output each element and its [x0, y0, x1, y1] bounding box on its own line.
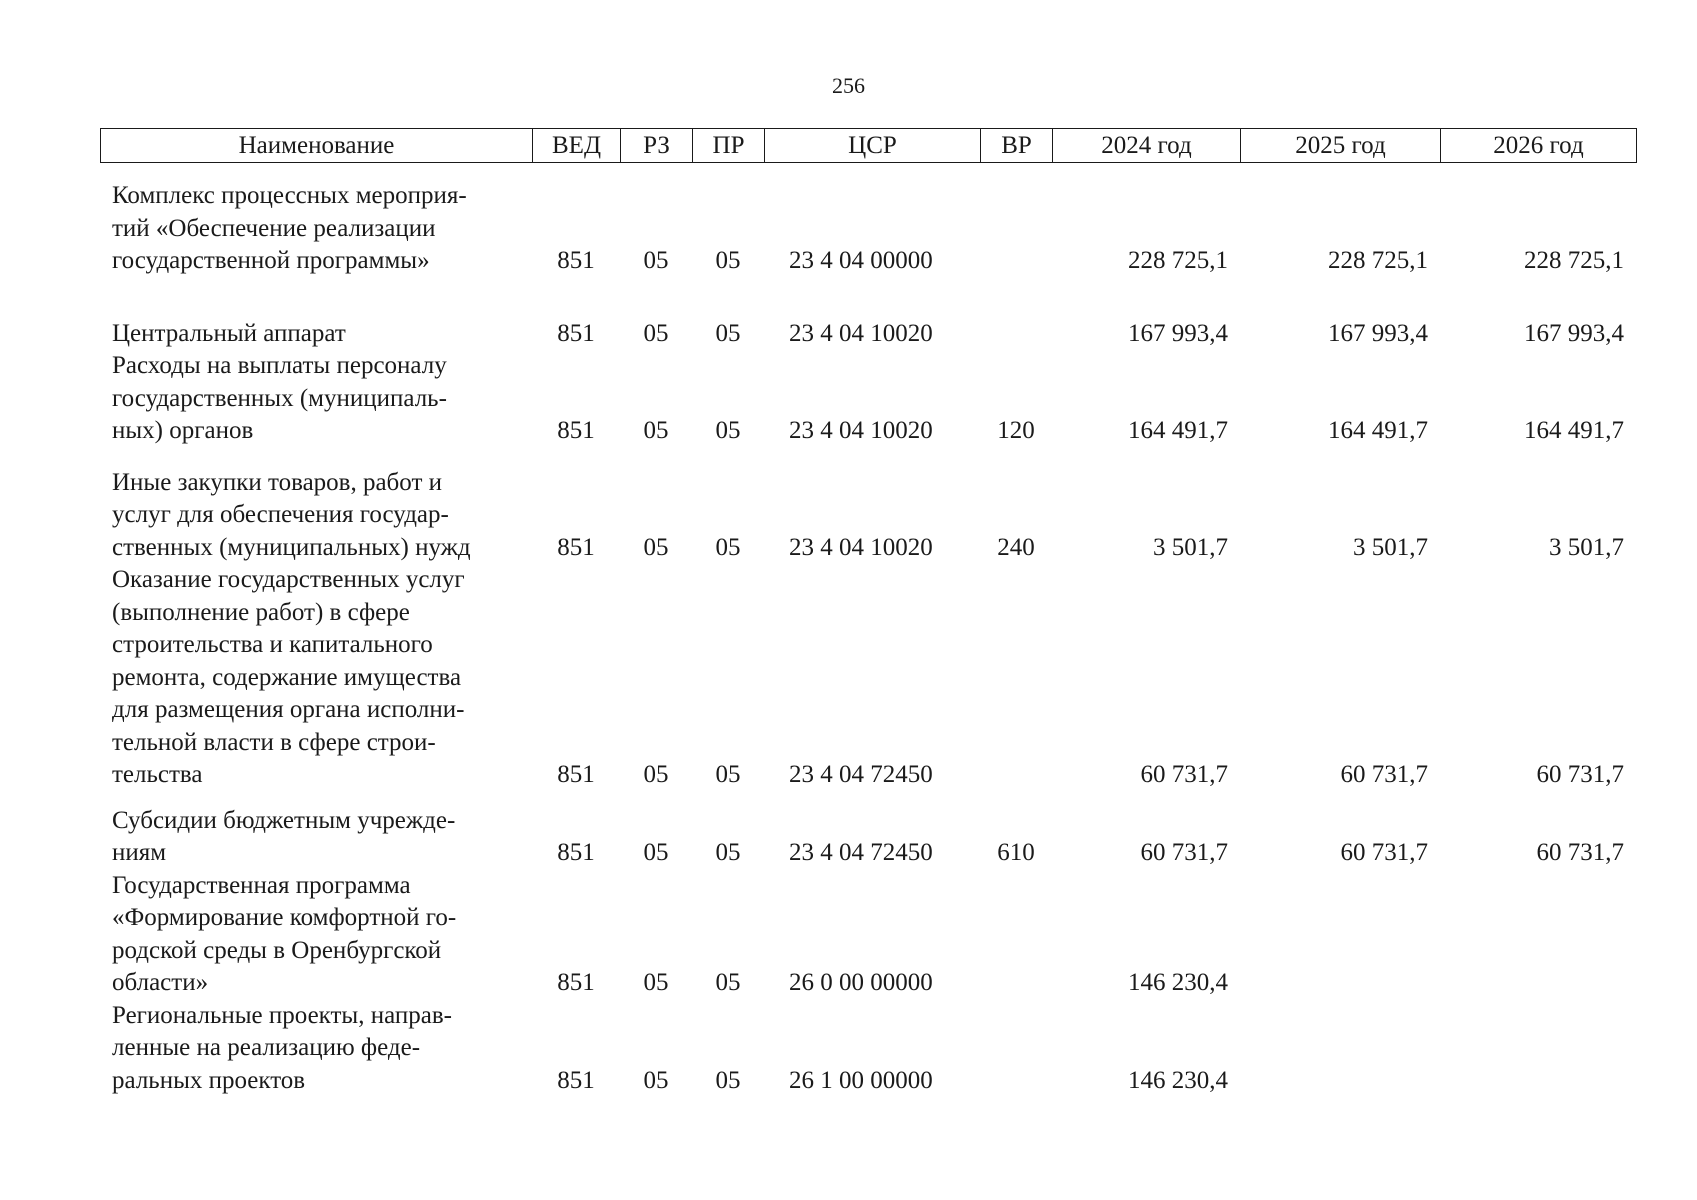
row-csr: 26 1 00 00000: [789, 1066, 933, 1094]
header-2026: 2026 год: [1441, 129, 1637, 163]
row-2024: 146 230,4: [1128, 969, 1228, 996]
row-pr: 05: [715, 839, 741, 866]
row-csr: 23 4 04 10020: [789, 533, 933, 561]
row-ved: 851: [557, 417, 595, 444]
table-row: [100, 564, 1636, 792]
table-row: [100, 180, 1636, 278]
row-name: Комплекс процессных мероприя- тий «Обеспечение реализации государственной программы»: [112, 182, 467, 274]
row-rz: 05: [643, 761, 669, 788]
row-2024: 60 731,7: [1140, 839, 1228, 866]
row-2025: [1240, 870, 1440, 1000]
row-2024: 167 993,4: [1128, 319, 1228, 347]
table-row: [100, 805, 1636, 870]
row-csr: 23 4 04 00000: [789, 247, 933, 274]
row-2024: 60 731,7: [1140, 761, 1228, 788]
row-2026: [1440, 1000, 1636, 1098]
table-header: [100, 128, 1637, 163]
row-2026: 60 731,7: [1536, 761, 1624, 788]
row-2025: 164 491,7: [1328, 417, 1428, 444]
row-name: Государственная программа «Формирование комфортной го- родской среды в Оренбургской области»: [112, 871, 457, 996]
row-vr: [980, 1000, 1052, 1098]
row-csr: 26 0 00 00000: [789, 969, 933, 996]
row-pr: 05: [715, 247, 741, 274]
row-vr: 610: [997, 839, 1035, 866]
row-ved: 851: [557, 533, 595, 561]
row-pr: 05: [715, 417, 741, 444]
row-2025: 167 993,4: [1328, 319, 1428, 347]
row-vr: [980, 564, 1052, 792]
row-rz: 05: [643, 533, 669, 561]
row-csr: 23 4 04 72450: [789, 761, 933, 788]
row-2025: [1240, 1000, 1440, 1098]
row-csr: 23 4 04 10020: [789, 417, 933, 444]
table-row: [100, 870, 1636, 1000]
row-2024: 228 725,1: [1128, 247, 1228, 274]
header-2024: 2024 год: [1053, 129, 1241, 163]
row-rz: 05: [643, 319, 669, 347]
page-number: 256: [832, 73, 865, 98]
row-2025: 60 731,7: [1340, 839, 1428, 866]
budget-table: [100, 180, 1636, 1097]
row-ved: 851: [557, 1066, 595, 1094]
row-vr: 120: [997, 417, 1035, 444]
table-row: [100, 1000, 1636, 1098]
row-2026: 3 501,7: [1549, 533, 1624, 561]
row-pr: 05: [715, 969, 741, 996]
row-2025: 3 501,7: [1353, 533, 1428, 561]
row-name: Расходы на выплаты персоналу государственных (муниципаль- ных) органов: [112, 352, 447, 444]
row-2025: 228 725,1: [1328, 247, 1428, 274]
row-2024: 3 501,7: [1153, 533, 1228, 561]
header-rz: РЗ: [621, 129, 693, 163]
row-2024: 146 230,4: [1128, 1066, 1228, 1094]
header-ved: ВЕД: [533, 129, 621, 163]
row-2026: 164 491,7: [1524, 417, 1624, 444]
row-2024: 164 491,7: [1128, 417, 1228, 444]
row-ved: 851: [557, 247, 595, 274]
row-ved: 851: [557, 319, 595, 347]
header-name: Наименование: [101, 129, 533, 163]
row-name: Центральный аппарат: [112, 319, 346, 347]
row-name: Субсидии бюджетным учрежде- ниям: [112, 806, 456, 866]
header-vr: ВР: [981, 129, 1053, 163]
row-vr: 240: [997, 533, 1035, 561]
row-2026: [1440, 870, 1636, 1000]
row-rz: 05: [643, 839, 669, 866]
row-rz: 05: [643, 969, 669, 996]
row-pr: 05: [715, 533, 741, 561]
row-csr: 23 4 04 72450: [789, 839, 933, 866]
table-row: [100, 350, 1636, 448]
row-vr: [980, 318, 1052, 351]
row-vr: [980, 180, 1052, 278]
row-2026: 228 725,1: [1524, 247, 1624, 274]
header-2025: 2025 год: [1241, 129, 1441, 163]
row-pr: 05: [715, 1066, 741, 1094]
row-rz: 05: [643, 417, 669, 444]
row-pr: 05: [715, 319, 741, 347]
row-name: Оказание государственных услуг (выполнение работ) в сфере строительства и капитального ремонта, содержание имущества для размещения органа исполни- тельной власти в сфере строи- тельства: [112, 566, 465, 788]
table-row: [100, 318, 1636, 351]
row-ved: 851: [557, 761, 595, 788]
table-row: [100, 467, 1636, 565]
row-2026: 60 731,7: [1536, 839, 1624, 866]
header-pr: ПР: [693, 129, 765, 163]
row-rz: 05: [643, 1066, 669, 1094]
row-name: Иные закупки товаров, работ и услуг для обеспечения государ- ственных (муниципальных) нужд: [112, 468, 471, 561]
row-pr: 05: [715, 761, 741, 788]
row-2025: 60 731,7: [1340, 761, 1428, 788]
row-name: Региональные проекты, направ- ленные на реализацию феде- ральных проектов: [112, 1001, 452, 1094]
row-csr: 23 4 04 10020: [789, 319, 933, 347]
row-ved: 851: [557, 969, 595, 996]
row-2026: 167 993,4: [1524, 319, 1624, 347]
row-rz: 05: [643, 247, 669, 274]
header-csr: ЦСР: [765, 129, 981, 163]
row-vr: [980, 870, 1052, 1000]
row-ved: 851: [557, 839, 595, 866]
